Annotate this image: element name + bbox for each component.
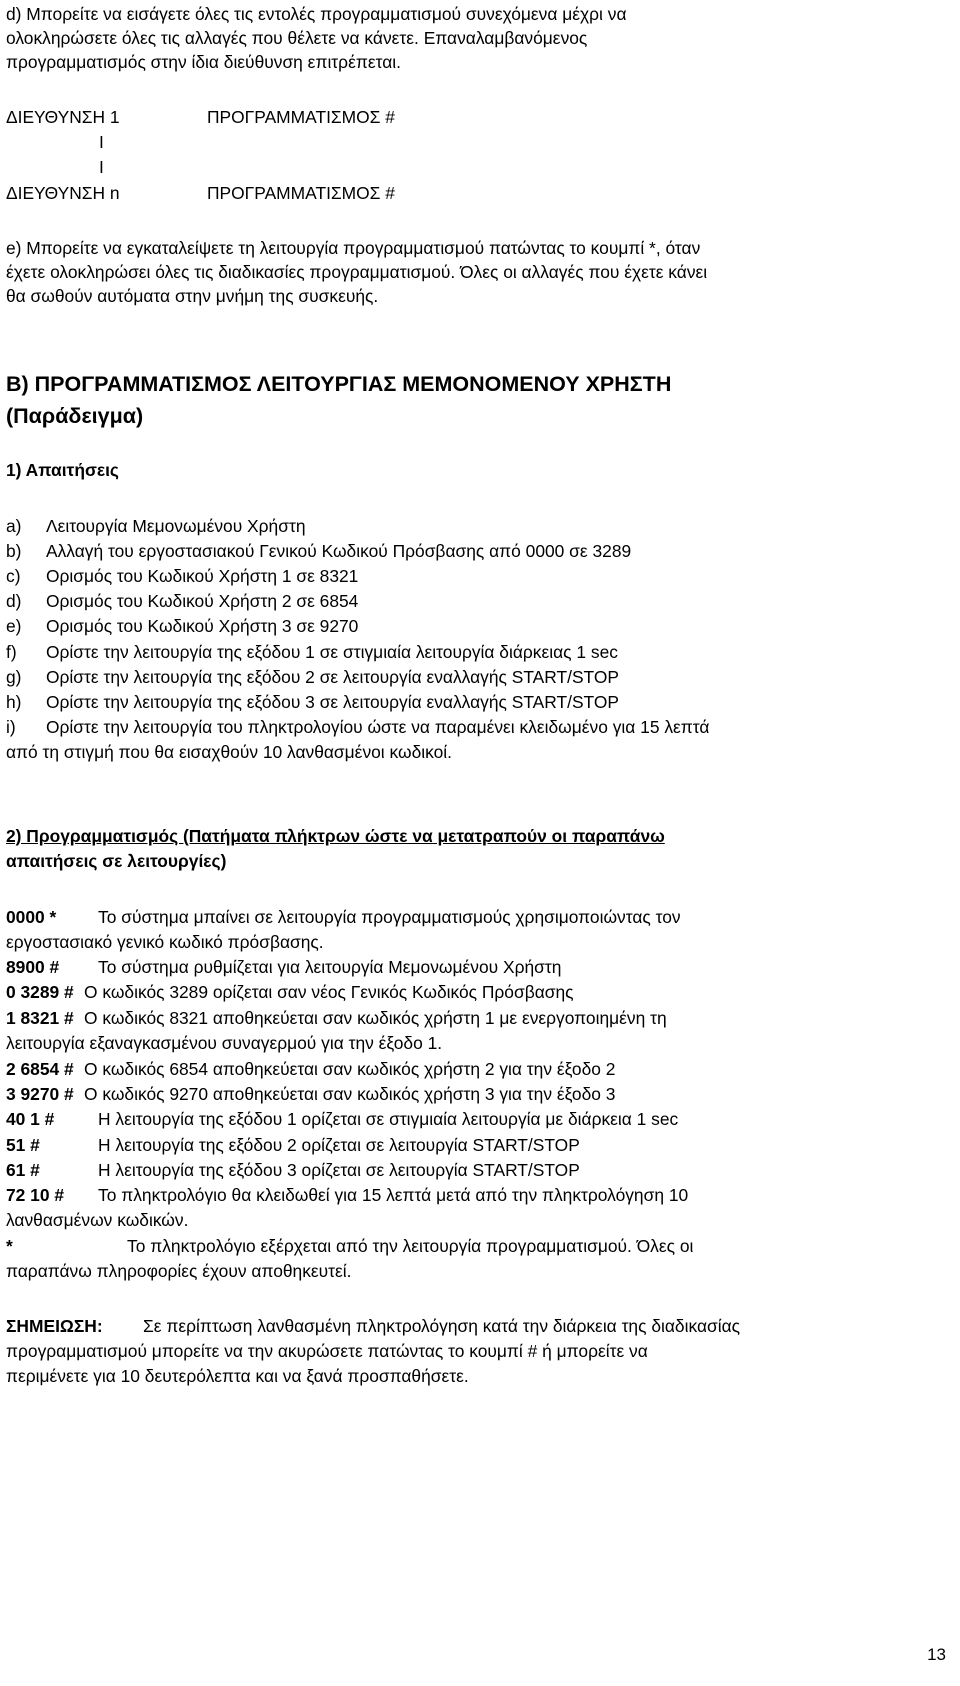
intro-d-line-2: ολοκληρώσετε όλες τις αλλαγές που θέλετε να κάνετε. Επαναλαμβανόμενος [6, 28, 588, 48]
step-11-continuation: παραπάνω πληροφορίες έχουν αποθηκευτεί. [6, 1261, 352, 1281]
page-number: 13 [927, 1645, 946, 1664]
req-i-label: i) [6, 717, 16, 737]
step-8-code: 51 # [6, 1135, 40, 1155]
step-11-text: Το πληκτρολόγιο εξέρχεται από την λειτουργία προγραμματισμού. Όλες οι [127, 1236, 694, 1256]
req-e-label: e) [6, 616, 22, 636]
step-9-code: 61 # [6, 1160, 40, 1180]
step-3-code: 0 3289 # [6, 982, 74, 1002]
req-b-label: b) [6, 541, 22, 561]
req-a-label: a) [6, 516, 22, 536]
step-10-code: 72 10 # [6, 1185, 65, 1205]
intro-e-line-1: e) Μπορείτε να εγκαταλείψετε τη λειτουργία προγραμματισμού πατώντας το κουμπί *, όταν [6, 238, 701, 258]
req-f-label: f) [6, 642, 17, 662]
step-10-continuation: λανθασμένων κωδικών. [6, 1210, 189, 1230]
step-7-text: Η λειτουργία της εξόδου 1 ορίζεται σε στιγμιαία λειτουργία με διάρκεια 1 sec [98, 1109, 679, 1129]
programming-1-label: ΠΡΟΓΡΑΜΜΑΤΙΣΜΟΣ # [207, 107, 395, 127]
step-10-text: Το πληκτρολόγιο θα κλειδωθεί για 15 λεπτά μετά από την πληκτρολόγηση 10 [98, 1185, 689, 1205]
address-n-label: ΔΙΕΥΘΥΝΣΗ n [6, 183, 120, 203]
step-7-code: 40 1 # [6, 1109, 55, 1129]
step-1-code: 0000 * [6, 907, 57, 927]
step-11-code: * [6, 1236, 13, 1256]
req-h-text: Ορίστε την λειτουργία της εξόδου 3 σε λειτουργία εναλλαγής START/STOP [46, 692, 619, 712]
step-9-text: Η λειτουργία της εξόδου 3 ορίζεται σε λειτουργία START/STOP [98, 1160, 580, 1180]
step-6-code: 3 9270 # [6, 1084, 74, 1104]
req-d-text: Ορισμός του Κωδικού Χρήστη 2 σε 6854 [46, 591, 359, 611]
step-3-text: Ο κωδικός 3289 ορίζεται σαν νέος Γενικός Κωδικός Πρόσβασης [84, 982, 574, 1002]
intro-e-line-2: έχετε ολοκληρώσει όλες τις διαδικασίες προγραμματισμού. Όλες οι αλλαγές που έχετε κάνει [6, 262, 708, 282]
step-2-text: Το σύστημα ρυθμίζεται για λειτουργία Μεμονωμένου Χρήστη [98, 957, 562, 977]
req-a-text: Λειτουργία Μεμονωμένου Χρήστη [46, 516, 306, 536]
req-f-text: Ορίστε την λειτουργία της εξόδου 1 σε στιγμιαία λειτουργία διάρκειας 1 sec [46, 642, 618, 662]
step-1-continuation: εργοστασιακό γενικό κωδικό πρόσβασης. [6, 932, 324, 952]
req-h-label: h) [6, 692, 22, 712]
req-c-label: c) [6, 566, 21, 586]
programming-heading-line-1: 2) Προγραμματισμός (Πατήματα πλήκτρων ώστε να μετατραπούν οι παραπάνω [6, 826, 665, 846]
programming-heading-line-2: απαιτήσεις σε λειτουργίες) [6, 851, 227, 871]
req-d-label: d) [6, 591, 22, 611]
req-i-continuation: από τη στιγμή που θα εισαχθούν 10 λανθασμένοι κωδικοί. [6, 742, 452, 762]
req-i-text: Ορίστε την λειτουργία του πληκτρολογίου ώστε να παραμένει κλειδωμένο για 15 λεπτά [46, 717, 710, 737]
step-2-code: 8900 # [6, 957, 60, 977]
req-g-text: Ορίστε την λειτουργία της εξόδου 2 σε λειτουργία εναλλαγής START/STOP [46, 667, 619, 687]
req-c-text: Ορισμός του Κωδικού Χρήστη 1 σε 8321 [46, 566, 359, 586]
step-8-text: Η λειτουργία της εξόδου 2 ορίζεται σε λειτουργία START/STOP [98, 1135, 580, 1155]
separator-2: I [99, 157, 104, 177]
separator-1: I [99, 132, 104, 152]
step-1-text: Το σύστημα μπαίνει σε λειτουργία προγραμματισμούς χρησιμοποιώντας τον [98, 907, 681, 927]
programming-n-label: ΠΡΟΓΡΑΜΜΑΤΙΣΜΟΣ # [207, 183, 395, 203]
requirements-heading: 1) Απαιτήσεις [6, 460, 119, 480]
note-line-2: προγραμματισμού μπορείτε να την ακυρώσετε πατώντας το κουμπί # ή μπορείτε να [6, 1341, 648, 1361]
intro-d-line-1: d) Μπορείτε να εισάγετε όλες τις εντολές προγραμματισμού συνεχόμενα μέχρι να [6, 4, 627, 24]
step-4-code: 1 8321 # [6, 1008, 74, 1028]
note-line-3: περιμένετε για 10 δευτερόλεπτα και να ξανά προσπαθήσετε. [6, 1366, 469, 1386]
step-5-code: 2 6854 # [6, 1059, 74, 1079]
req-e-text: Ορισμός του Κωδικού Χρήστη 3 σε 9270 [46, 616, 359, 636]
step-4-continuation: λειτουργία εξαναγκασμένου συναγερμού για την έξοδο 1. [6, 1033, 443, 1053]
note-label: ΣΗΜΕΙΩΣΗ: [6, 1316, 103, 1336]
req-g-label: g) [6, 667, 22, 687]
intro-e-line-3: θα σωθούν αυτόματα στην μνήμη της συσκευής. [6, 286, 379, 306]
section-b-subtitle: (Παράδειγμα) [6, 404, 144, 428]
step-6-text: Ο κωδικός 9270 αποθηκεύεται σαν κωδικός χρήστη 3 για την έξοδο 3 [84, 1084, 616, 1104]
req-b-text: Αλλαγή του εργοστασιακού Γενικού Κωδικού Πρόσβασης από 0000 σε 3289 [46, 541, 632, 561]
intro-d-line-3: προγραμματισμός στην ίδια διεύθυνση επιτρέπεται. [6, 52, 401, 72]
step-5-text: Ο κωδικός 6854 αποθηκεύεται σαν κωδικός χρήστη 2 για την έξοδο 2 [84, 1059, 616, 1079]
step-4-text: Ο κωδικός 8321 αποθηκεύεται σαν κωδικός χρήστη 1 με ενεργοποιημένη τη [84, 1008, 667, 1028]
address-1-label: ΔΙΕΥΘΥΝΣΗ 1 [6, 107, 120, 127]
note-line-1: Σε περίπτωση λανθασμένη πληκτρολόγηση κατά την διάρκεια της διαδικασίας [143, 1316, 741, 1336]
section-b-title: Β) ΠΡΟΓΡΑΜΜΑΤΙΣΜΟΣ ΛΕΙΤΟΥΡΓΙΑΣ ΜΕΜΟΝΟΜΕΝΟΥ ΧΡΗΣΤΗ [6, 372, 672, 396]
